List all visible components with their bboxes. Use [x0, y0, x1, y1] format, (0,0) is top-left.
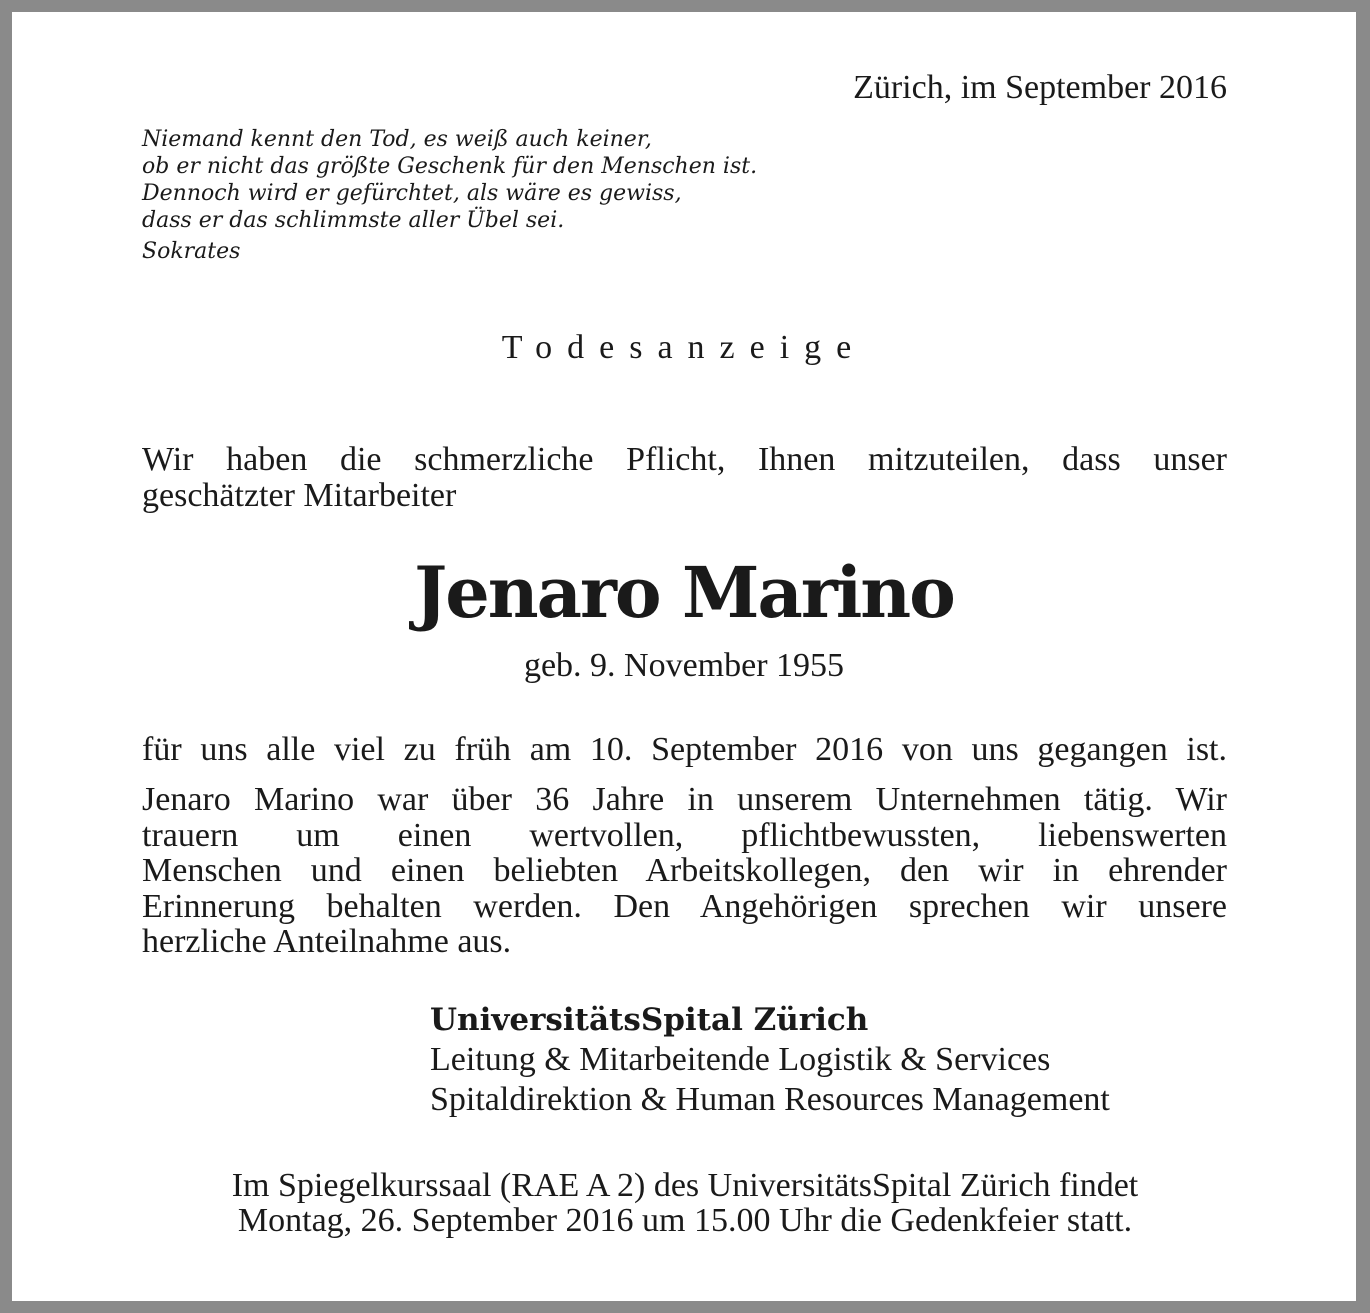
intro-line: geschätzter Mitarbeiter [142, 477, 457, 514]
memorial-notice [0, 1168, 1370, 1238]
department-line: Spitaldirektion & Human Resources Management [430, 1081, 1110, 1118]
deceased-name: Jenaro Marino [414, 551, 954, 634]
quote-line: dass er das schlimmste aller Übel sei. [142, 208, 565, 233]
page-title: Todesanzeige [501, 329, 867, 366]
organization-name: UniversitätsSpital Zürich [430, 1002, 869, 1038]
body-line: trauern um einen wertvollen, pflichtbewussten, liebenswerten [142, 816, 1227, 854]
birth-date: geb. 9. November 1955 [523, 647, 845, 684]
date-line: Zürich, im September 2016 [853, 69, 1227, 106]
quote-line: ob er nicht das größte Geschenk für den Menschen ist. [142, 154, 758, 179]
body-text [142, 782, 1227, 960]
passed-line: für uns alle viel zu früh am 10. September 2016 von uns gegangen ist. [142, 731, 1227, 768]
quote-line: Dennoch wird er gefürchtet, als wäre es gewiss, [142, 181, 682, 206]
signature-block [430, 1000, 1110, 1120]
intro-text [142, 442, 1227, 514]
memorial-line: Im Spiegelkurssaal (RAE A 2) des UniversitätsSpital Zürich findet [231, 1167, 1139, 1204]
obituary-page [12, 12, 1356, 1301]
quote-block [142, 126, 757, 265]
memorial-line: Montag, 26. September 2016 um 15.00 Uhr die Gedenkfeier statt. [237, 1202, 1133, 1239]
quote-author: Sokrates [142, 239, 241, 264]
body-line: Erinnerung behalten werden. Den Angehörigen sprechen wir unsere [142, 887, 1227, 925]
body-line: herzliche Anteilnahme aus. [142, 923, 512, 960]
intro-line: Wir haben die schmerzliche Pflicht, Ihnen mitzuteilen, dass unser [142, 441, 1227, 478]
body-line: Menschen und einen beliebten Arbeitskollegen, den wir in ehrender [142, 852, 1227, 889]
body-line: Jenaro Marino war über 36 Jahre in unserem Unternehmen tätig. Wir [142, 781, 1227, 818]
quote-line: Niemand kennt den Tod, es weiß auch keiner, [142, 127, 652, 152]
department-line: Leitung & Mitarbeitende Logistik & Services [430, 1041, 1051, 1078]
